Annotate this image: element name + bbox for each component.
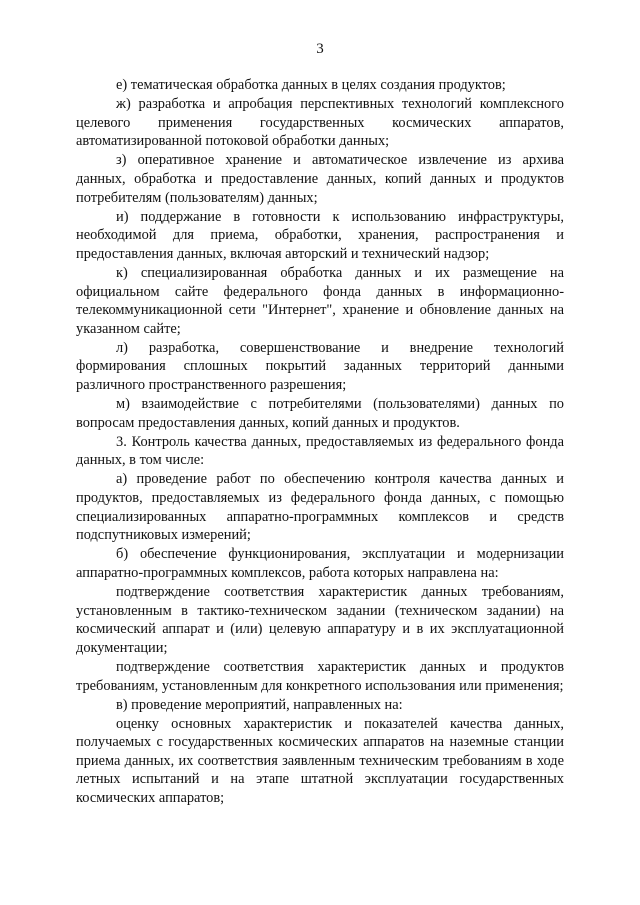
page-number: 3 xyxy=(316,41,324,57)
paragraph-k: к) специализированная обработка данных и их размещение на официальном сайте федерального фонда данных в информационно-телекоммуникационной сети "Интернет", хранение и обновление данных на указанном сайте; xyxy=(76,264,564,337)
paragraph-b-item-2: подтверждение соответствия характеристик данных и продуктов требованиям, установленным для конкретного использования или применения; xyxy=(76,658,564,694)
paragraph-zh: ж) разработка и апробация перспективных технологий комплексного целевого применения государственных космических аппаратов, автоматизированной потоковой обработки данных; xyxy=(76,96,564,150)
paragraph-b: б) обеспечение функционирования, эксплуатации и модернизации аппаратно-программных комплексов, работа которых направлена на: xyxy=(76,546,564,581)
paragraph-v-item-1: оценку основных характеристик и показателей качества данных, получаемых с государственных космических аппаратов на наземные станции приема данных, их соответствия заявленным техническим требованиям в ходе летных испытаний и на этапе штатной эксплуатации государственных космических аппаратов; xyxy=(76,715,564,807)
document-body xyxy=(76,76,564,808)
paragraph-l: л) разработка, совершенствование и внедрение технологий формирования сплошных покрытий заданных территорий данными различного пространственного разрешения; xyxy=(76,339,564,393)
paragraph-b-item-1: подтверждение соответствия характеристик данных требованиям, установленным в тактико-техническом задании (техническом задании) на космический аппарат и (или) целевую аппаратуру и в их эксплуатационной документации; xyxy=(76,584,564,656)
paragraph-i: и) поддержание в готовности к использованию инфраструктуры, необходимой для приема, обработки, хранения, распространения и предоставления данных, включая авторский и технический надзор; xyxy=(76,208,564,262)
section-3-heading: 3. Контроль качества данных, предоставляемых из федерального фонда данных, в том числе: xyxy=(76,433,564,469)
paragraph-z: з) оперативное хранение и автоматическое извлечение из архива данных, обработка и предоставление данных, копий данных и продуктов потребителям (пользователям) данных; xyxy=(76,152,564,206)
paragraph-m: м) взаимодействие с потребителями (пользователями) данных по вопросам предоставления данных, копий данных и продуктов. xyxy=(76,396,564,431)
paragraph-e: е) тематическая обработка данных в целях создания продуктов; xyxy=(116,77,506,93)
paragraph-v: в) проведение мероприятий, направленных на: xyxy=(116,696,403,713)
paragraph-a: а) проведение работ по обеспечению контроля качества данных и продуктов, предоставляемых из федерального фонда данных, с помощью специализированных аппаратно-программных комплексов и средств подспутниковых измерений; xyxy=(76,471,564,544)
